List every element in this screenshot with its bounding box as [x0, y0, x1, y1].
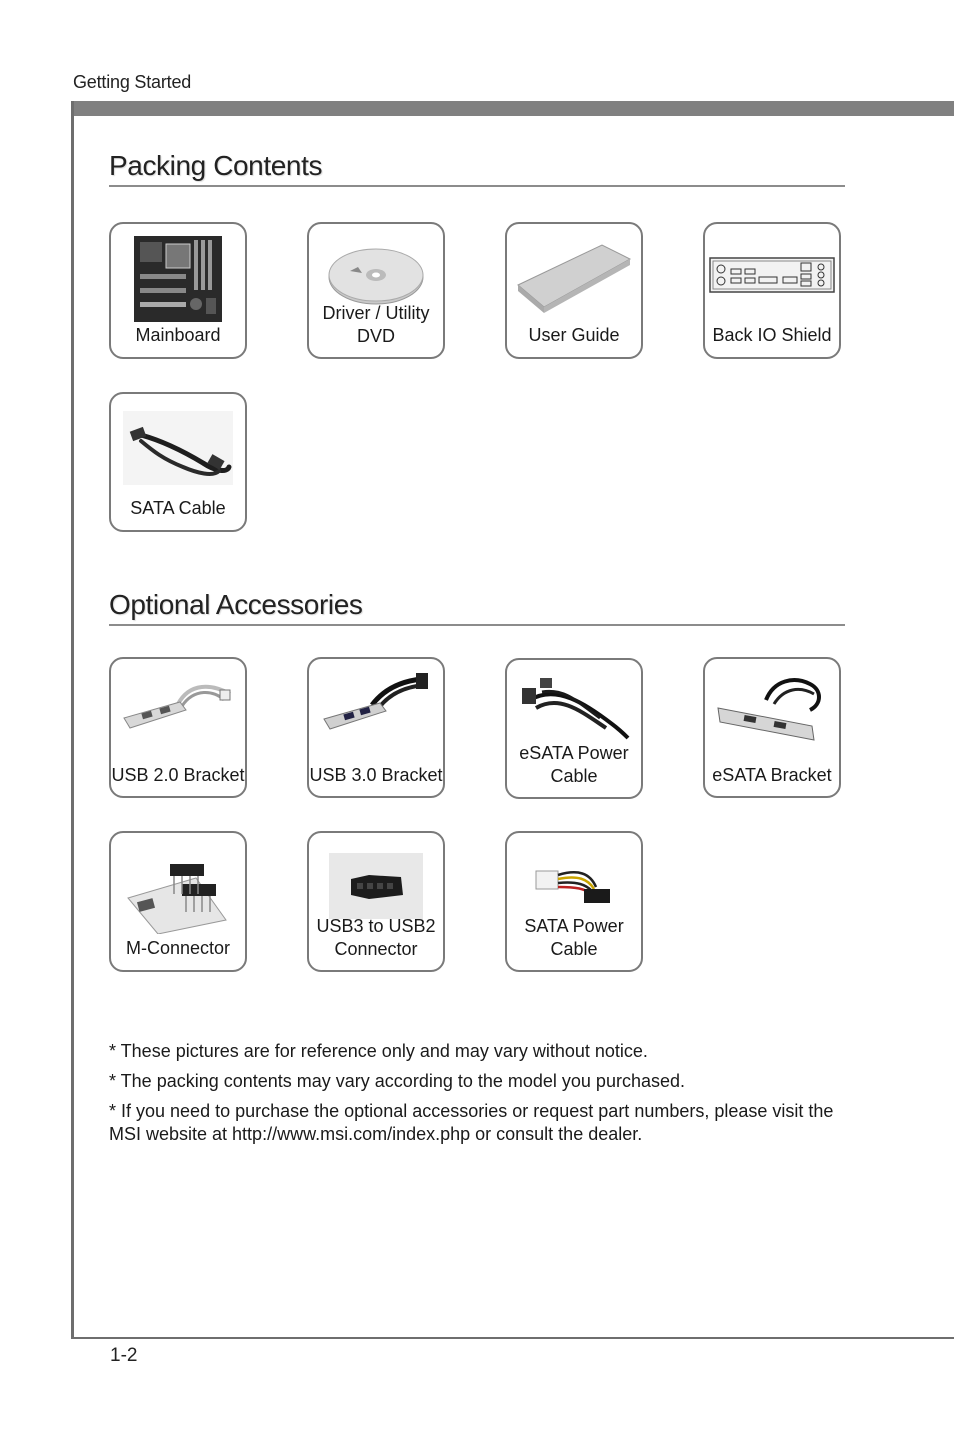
packing-item-dvd	[307, 222, 445, 359]
optional-item-label: eSATA Power Cable	[519, 743, 629, 786]
optional-accessories-rule	[109, 624, 845, 626]
optional-item-usb3-bracket	[307, 657, 445, 798]
note-purchase-info: * If you need to purchase the optional accessories or request part numbers, please visit the MSI website at http://www.msi.com/index.php or consult the dealer.	[109, 1101, 834, 1144]
packing-item-label: Mainboard	[135, 325, 221, 345]
packing-contents-heading: Packing Contents	[109, 150, 323, 181]
page-number: 1-2	[110, 1345, 138, 1366]
optional-item-label: eSATA Bracket	[712, 765, 832, 785]
packing-item-label: User Guide	[528, 325, 620, 345]
packing-item-label: Driver / Utility DVD	[322, 303, 430, 346]
packing-item-mainboard	[109, 222, 247, 359]
left-margin-rule	[71, 101, 74, 1339]
esata-bracket-icon	[714, 670, 830, 744]
user-guide-icon	[514, 241, 634, 321]
note-model-variation: * The packing contents may vary according to the model you purchased.	[109, 1071, 685, 1091]
note-reference: * These pictures are for reference only and may vary without notice.	[109, 1041, 648, 1061]
packing-item-user-guide	[505, 222, 643, 359]
footer-rule	[71, 1337, 954, 1339]
mainboard-icon	[132, 234, 224, 324]
packing-item-label: SATA Cable	[130, 498, 226, 518]
optional-accessories-heading: Optional Accessories	[109, 589, 363, 620]
optional-item-m-connector	[109, 831, 247, 972]
packing-item-sata-cable	[109, 392, 247, 532]
optional-item-label: USB 2.0 Bracket	[111, 765, 245, 785]
m-connector-icon	[126, 850, 230, 934]
packing-item-io-shield	[703, 222, 841, 359]
optional-item-label: USB3 to USB2 Connector	[316, 916, 436, 959]
usb3-usb2-connector-icon	[329, 853, 423, 919]
chapter-title: Getting Started	[73, 72, 192, 92]
dvd-icon	[326, 245, 426, 305]
optional-item-esata-power-cable	[505, 658, 643, 799]
sata-power-cable-icon	[534, 857, 614, 909]
esata-power-cable-icon	[516, 674, 632, 742]
optional-item-label: M-Connector	[125, 938, 231, 958]
packing-contents-rule	[109, 185, 845, 187]
notes	[109, 1040, 854, 1153]
io-shield-icon	[709, 257, 835, 293]
sata-cable-icon	[123, 411, 233, 485]
usb3-bracket-icon	[318, 671, 434, 739]
optional-item-usb2-bracket	[109, 657, 247, 798]
usb2-bracket-icon	[120, 674, 236, 738]
optional-item-label: USB 3.0 Bracket	[309, 765, 443, 785]
optional-item-usb3-usb2-connector	[307, 831, 445, 972]
optional-item-label: SATA Power Cable	[524, 916, 624, 959]
packing-item-label: Back IO Shield	[712, 325, 832, 345]
header-bar	[73, 101, 954, 116]
optional-item-esata-bracket	[703, 657, 841, 798]
optional-item-sata-power-cable	[505, 831, 643, 972]
